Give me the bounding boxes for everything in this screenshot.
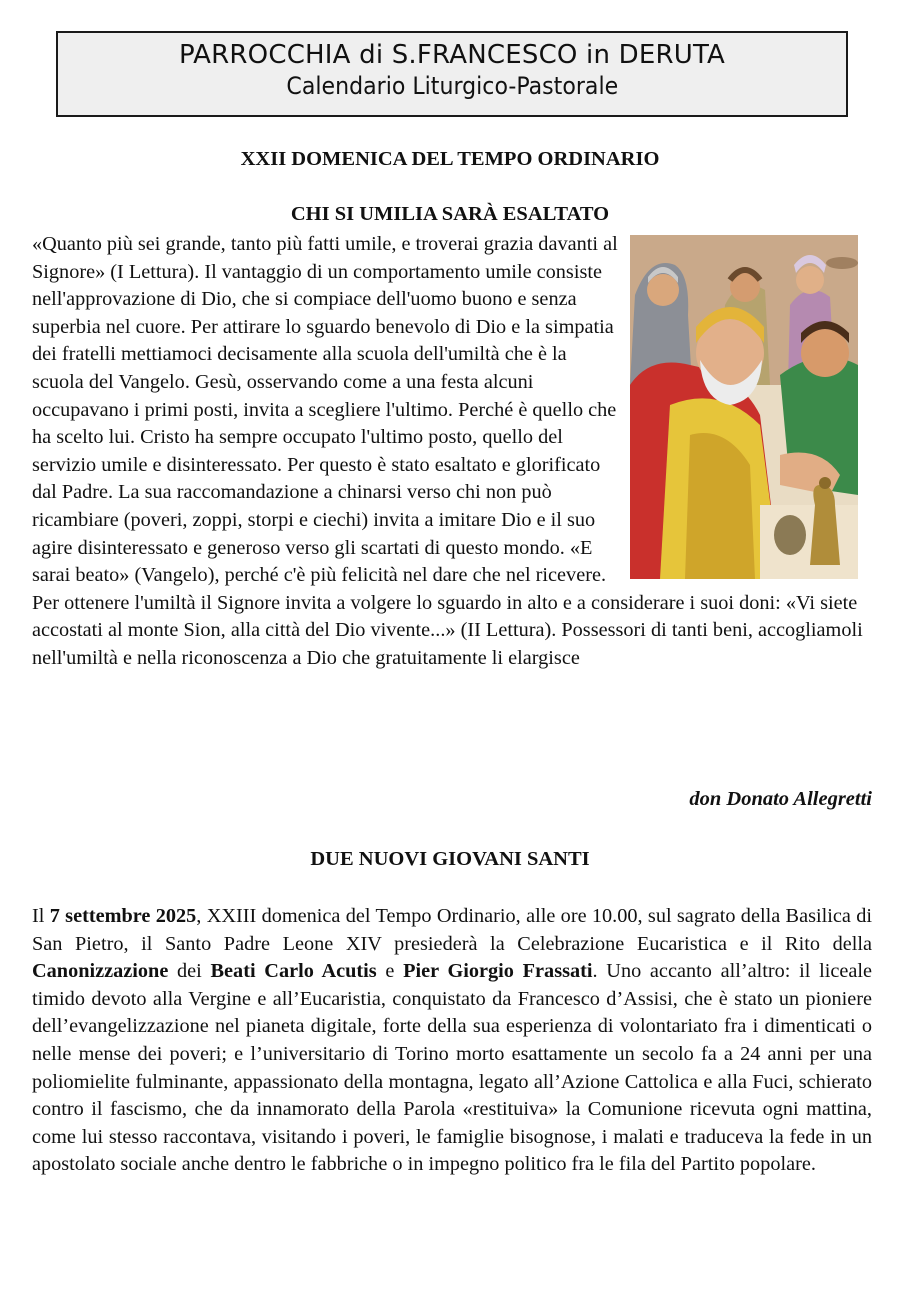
article-title: CHI SI UMILIA SARÀ ESALTATO <box>290 203 610 225</box>
p-b: dei <box>168 960 211 983</box>
saints-heading: DUE NUOVI GIOVANI SANTI <box>310 848 590 870</box>
p-d: . Uno accanto all’altro: il liceale timido devoto alla Vergine e all’Eucaristia, conquistato da Francesco d’Assisi, che è stato un pioniere dell’evangelizzazione nel pianeta digitale, forte della sua esperienza di volontariato fra i dimenticati o nelle mense dei poveri; e l’universitario di Torino morto esattamente un secolo fa a 24 anni per una poliomielite fulminante, appassionato della montagna, legato all’Azione Cattolica e alla Fuci, schierato contro il fascismo, che da innamorato della Parola «restituiva» la Comunione ricevuta ogni mattina, come lui stesso raccontava, visitando i poveri, le famiglie bisognose, i malati e traduceva la fede in un apostolato sociale anche dentro le fabbriche o in impegno politico fra le fila del Partito popolare. <box>32 960 872 1176</box>
author-signature: don Donato Allegretti <box>689 788 872 810</box>
header-box <box>56 31 848 117</box>
saints-paragraph <box>32 903 872 1179</box>
parish-title: PARROCCHIA di S.FRANCESCO in DERUTA <box>178 40 726 70</box>
saint-name-frassati: Pier Giorgio Frassati <box>403 960 593 983</box>
p-a: , XXIII domenica del Tempo Ordinario, alle ore 10.00, sul sagrato della Basilica di San Pietro, il Santo Padre Leone XIV presiederà la Celebrazione Eucaristica e il Rito della <box>32 905 872 955</box>
banquet-illustration-icon <box>630 235 858 579</box>
homily-paragraph: «Quanto più sei grande, tanto più fatti umile, e troverai grazia davanti al Signore» (I Lettura). Il vantaggio di un comportamento umile consiste nell'approvazione di Dio, che si compiace dell'uomo buono e senza superbia nel cuore. Per attirare lo sguardo benevolo di Dio e la simpatia dei fratelli mettiamoci decisamente alla scuola dell'umiltà che è la scuola del Vangelo. Gesù, osservando come a una festa alcuni occupavano i primi posti, invita a scegliere l'ultimo. Perché è quello che ha scelto lui. Cristo ha sempre occupato l'ultimo posto, quello del servizio umile e disinteressato. Per questo è stato esaltato e glorificato dal Padre. La sua raccomandazione a chinarsi verso chi non può ricambiare (poveri, zoppi, storpi e ciechi) invita a imitare Dio e il suo agire disinteressato e generoso verso gli scartati di questo mondo. «E sarai beato» (Vangelo), perché c'è più felicità nel dare che nel ricevere. Per ottenere l'umiltà il Signore invita a volgere lo sguardo in alto e a considerare i suoi doni: «Vi siete accostati al monte Sion, alla città del Dio vivente...» (II Lettura). Possessori di tanti beni, accogliamoli nell'umiltà e nella riconoscenza a Dio che gratuitamente li elargisce <box>32 233 863 669</box>
p-c: e <box>376 960 404 983</box>
calendar-subtitle: Calendario Liturgico-Pastorale <box>286 72 618 100</box>
sunday-heading: XXII DOMENICA DEL TEMPO ORDINARIO <box>240 148 660 170</box>
homily-text-block <box>32 231 872 673</box>
canonization-term: Canonizzazione <box>32 960 169 983</box>
p-intro: Il <box>32 905 50 927</box>
saint-name-acutis: Beati Carlo Acutis <box>210 960 377 983</box>
canonization-date: 7 settembre 2025 <box>49 905 197 927</box>
